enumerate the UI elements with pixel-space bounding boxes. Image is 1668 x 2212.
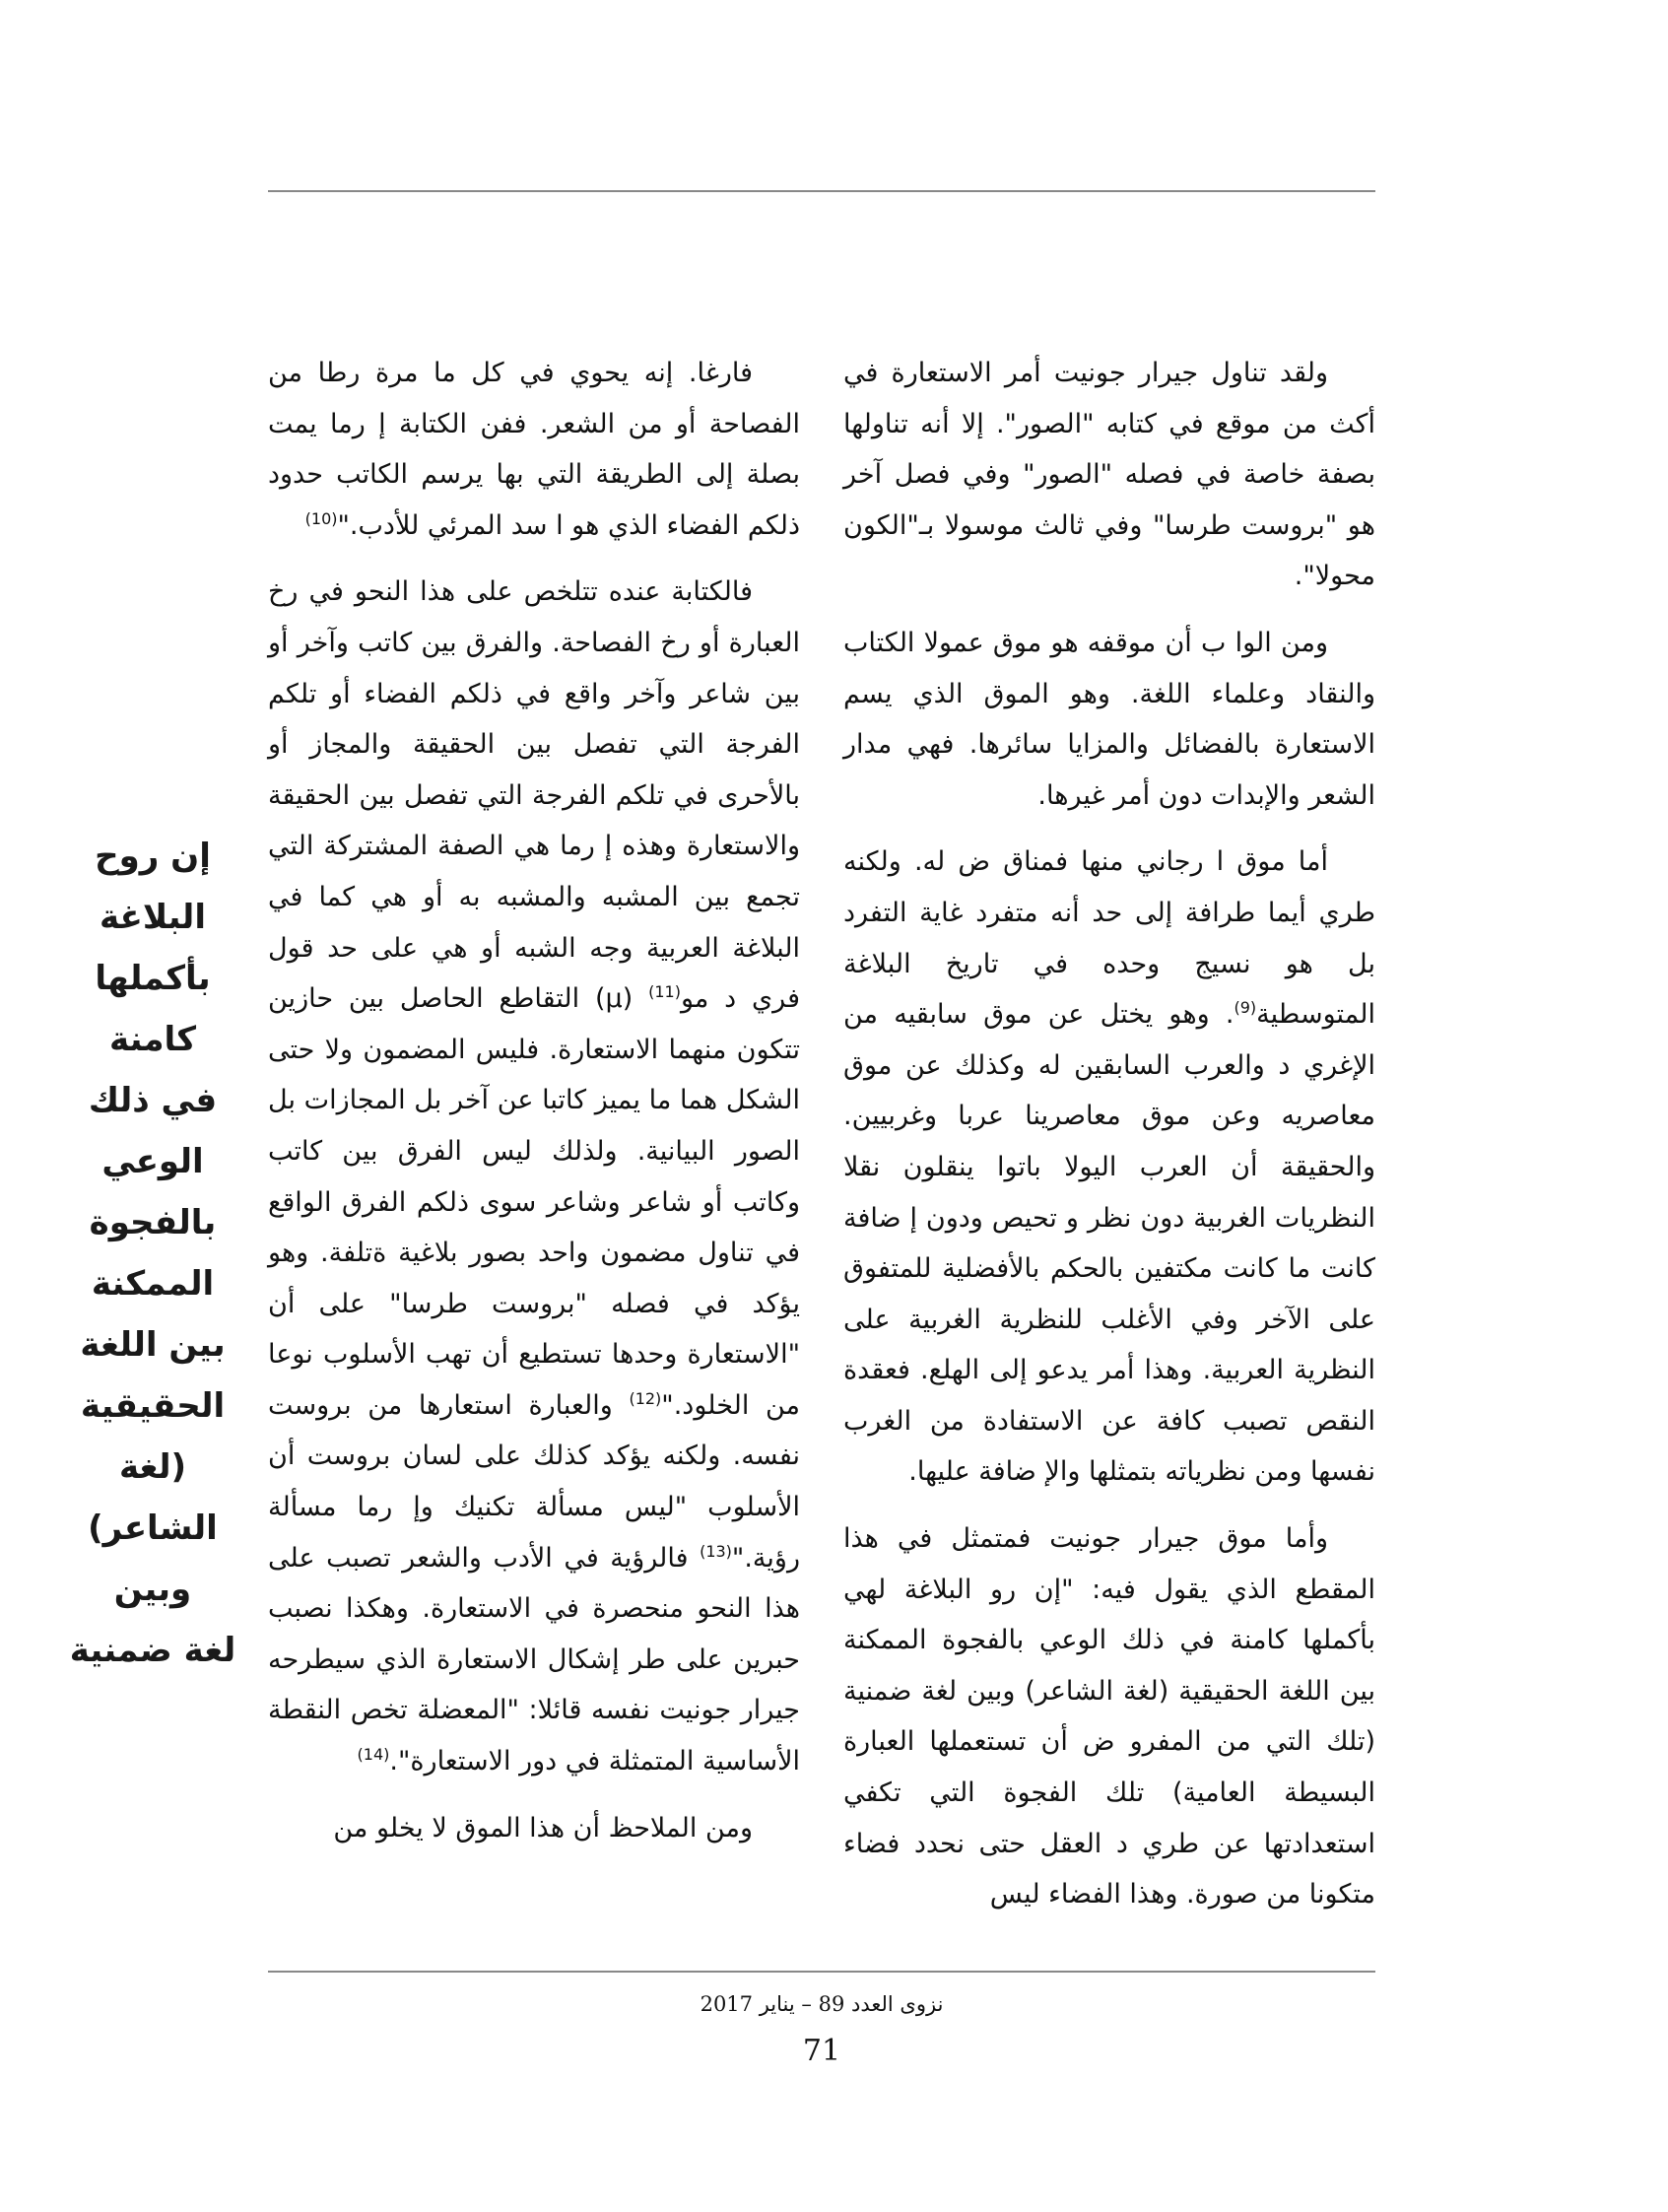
footnote-ref-13: (13) bbox=[700, 1541, 732, 1561]
paragraph-text: (μ) bbox=[579, 983, 649, 1015]
pull-quote-line: الممكنة bbox=[91, 1264, 215, 1304]
page-number: 71 bbox=[802, 2034, 841, 2068]
paragraph-text: فالرؤية في الأدب والشعر تصبب على هذا النحو منحصرة في الاستعارة. وهكذا نصبب حبرين على طر إشكال الاستعارة الذي سيطرحه جيرار جونيت نفسه قائلا: "المعضلة تخص النقطة الأساسية المتمثلة في دور الاستعارة". bbox=[268, 1542, 800, 1777]
paragraph-text: فارغا. إنه يحوي في كل ما مرة رطا من الفصاحة أو من الشعر. ففن الكتابة إ رما يمت بصلة إلى الطريقة التي بها يرسم الكاتب حدود ذلكم الفضاء الذي هو ا سد المرئي للأدب." bbox=[268, 358, 800, 541]
paragraph bbox=[268, 567, 800, 1786]
paragraph: ومن الوا ب أن موقفه هو موق عمولا الكتاب والنقاد وعلماء اللغة. وهو الموق الذي يسم الاستعارة بالفضائل والمزايا سائرها. فهي مدار الشعر والإبدات دون أمر غيرها. bbox=[843, 627, 1375, 811]
pull-quote-line: الشاعر) وبين bbox=[88, 1508, 218, 1609]
bottom-rule bbox=[268, 1971, 1375, 1973]
paragraph-text: أما موق ا رجاني منها فمناق ض له. ولكنه طري أيما طرافة إلى حد أنه متفرد غاية التفرد بل هو نسيج وحده في تاريخ البلاغة المتوسطية bbox=[843, 846, 1375, 1031]
paragraph-text: . وهو يختل عن موق سابقيه من الإغري د والعرب السابقين له وكذلك عن موق معاصريه وعن موق معاصرينا عربا وغربيين. والحقيقة أن العرب اليولا باتوا ينقلون نقلا النظريات الغربية دون نظر و تحيص ودون إ ضافة كانت ما كانت مكتفين بالحكم بالأفضلية للمتفوق على الآخر وفي الأغلب للنظرية الغربية على النظرية العربية. وهذا أمر يدعو إلى الهلع. فعقدة النقص تصبب كافة عن الاستفادة من الغرب نفسها ومن نظرياته بتمثلها والإ ضافة عليها. bbox=[843, 999, 1375, 1488]
footnote-ref-10: (10) bbox=[304, 508, 338, 528]
right-text-column bbox=[843, 348, 1375, 1920]
issue-line: نزوى العدد 89 – يناير 2017 bbox=[700, 1992, 944, 2016]
paragraph bbox=[268, 348, 800, 551]
pull-quote bbox=[59, 826, 246, 1681]
footnote-ref-12: (12) bbox=[629, 1388, 662, 1408]
top-rule bbox=[268, 190, 1375, 192]
pull-quote-line: بالفجوة bbox=[89, 1203, 217, 1242]
paragraph-text: والعبارة استعارها من بروست نفسه. ولكنه يؤكد كذلك على لسان بروست أن الأسلوب "ليس مسألة تكنيك وإ رما مسألة رؤية." bbox=[268, 1389, 800, 1574]
pull-quote-line: بأكملها كامنة bbox=[95, 959, 211, 1059]
pull-quote-line: إن روح bbox=[95, 837, 211, 876]
pull-quote-line: في ذلك الوعي bbox=[88, 1081, 218, 1181]
paragraph: ولقد تناول جيرار جونيت أمر الاستعارة في أكث من موقع في كتابه "الصور". إلا أنه تناولها بصفة خاصة في فصله "الصور" وفي فصل آخر هو "بروست طرسا" وفي ثالث موسولا بـ"الكون محولا". bbox=[843, 358, 1375, 592]
paragraph: وأما موق جيرار جونيت فمتمثل في هذا المقطع الذي يقول فيه: "إن رو البلاغة لهي بأكملها كامنة في ذلك الوعي بالفجوة الممكنة بين اللغة الحقيقية (لغة الشاعر) وبين لغة ضمنية (تلك التي من المفرو ض أن تستعملها العبارة البسيطة العامية) تلك الفجوة التي تكفي استعدادتها عن طري د العقل حتى نحدد فضاء متكونا من صورة. وهذا الفضاء ليس bbox=[843, 1523, 1375, 1910]
paragraph bbox=[843, 837, 1375, 1498]
pull-quote-line: الحقيقية (لغة bbox=[80, 1386, 226, 1487]
pull-quote-line: بين اللغة bbox=[80, 1325, 226, 1365]
paragraph-text: التقاطع الحاصل بين حازين تتكون منهما الاستعارة. فليس المضمون ولا حتى الشكل هما ما يميز كاتبا عن آخر بل المجازات بل الصور البيانية. ولذلك ليس الفرق بين كاتب وكاتب أو شاعر وشاعر سوى ذلكم الفرق الواقع في تناول مضمون واحد بصور بلاغية ةتلفة. وهو يؤكد في فصله "بروست طرسا" على أن "الاستعارة وحدها تستطيع أن تهب الأسلوب نوعا من الخلود." bbox=[268, 983, 800, 1421]
pull-quote-line: لغة ضمنية bbox=[69, 1631, 236, 1670]
footnote-ref-14: (14) bbox=[357, 1745, 390, 1765]
pull-quote-line: البلاغة bbox=[100, 898, 206, 937]
paragraph: ومن الملاحظ أن هذا الموق لا يخلو من bbox=[333, 1812, 753, 1843]
footnote-ref-9: (9) bbox=[1234, 998, 1257, 1018]
left-text-column bbox=[268, 348, 800, 1853]
paragraph-text: فالكتابة عنده تتلخص على هذا النحو في رخ العبارة أو رخ الفصاحة. والفرق بين كاتب وآخر أو بين شاعر وآخر واقع في ذلكم الفضاء أو تلكم الفرجة التي تفصل بين الحقيقة والمجاز أو بالأحرى في تلكم الفرجة التي تفصل بين الحقيقة والاستعارة وهذه إ رما هي الصفة المشتركة التي تجمع بين المشبه والمشبه به أو هي كما في البلاغة العربية وجه الشبه أو هي على حد قول فري د مو bbox=[268, 576, 800, 1015]
footnote-ref-11: (11) bbox=[648, 982, 681, 1002]
